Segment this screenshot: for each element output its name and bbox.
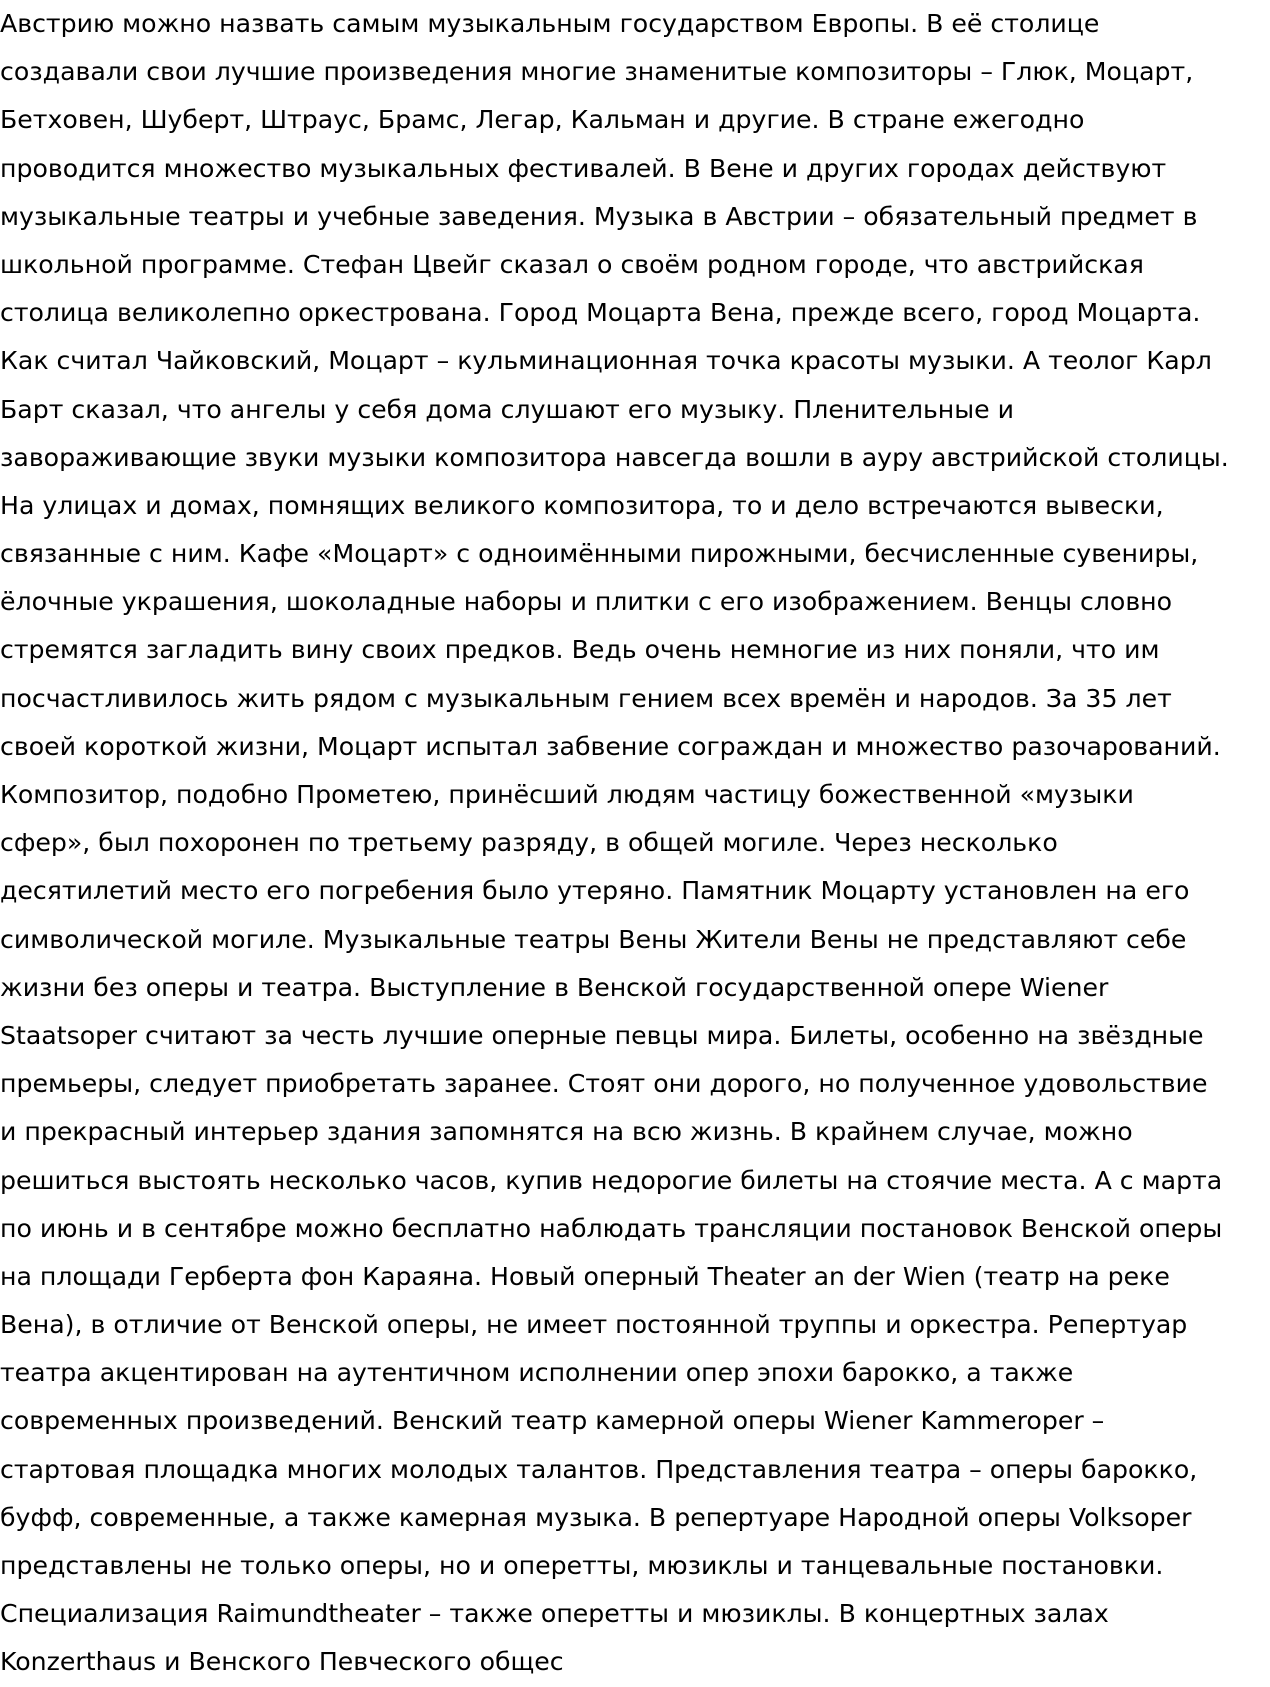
text-line: Австрию можно назвать самым музыкальным государством Европы. В её столице	[0, 9, 1100, 38]
text-line: своей короткой жизни, Моцарт испытал забвение сограждан и множество разочарований.	[0, 731, 1221, 761]
text-line: жизни без оперы и театра. Выступление в Венской государственной опере Wiener	[0, 972, 1109, 1002]
text-line: ёлочные украшения, шоколадные наборы и плитки с его изображением. Венцы словно	[0, 587, 1173, 617]
text-line: десятилетий место его погребения было утеряно. Памятник Моцарту установлен на его	[0, 876, 1190, 906]
text-line: представлены не только оперы, но и оперетты, мюзиклы и танцевальные постановки.	[0, 1551, 1164, 1580]
text-line: Konzerthaus и Венского Певческого общес	[0, 1647, 564, 1677]
text-line: создавали свои лучшие произведения многие знаменитые композиторы – Глюк, Моцарт,	[0, 57, 1194, 87]
text-line: премьеры, следует приобретать заранее. Стоят они дорого, но полученное удовольствие	[0, 1069, 1208, 1099]
text-line: символической могиле. Музыкальные театры Вены Жители Вены не представляют себе	[0, 924, 1187, 954]
text-line: на площади Герберта фон Караяна. Новый оперный Theater an der Wien (театр на реке	[0, 1261, 1170, 1291]
text-line: театра акцентирован на аутентичном исполнении опер эпохи барокко, а также	[0, 1358, 1074, 1388]
text-line: по июнь и в сентябре можно бесплатно наблюдать трансляции постановок Венской оперы	[0, 1213, 1223, 1243]
text-line: Специализация Raimundtheater – также оперетты и мюзиклы. В концертных залах	[0, 1599, 1109, 1629]
text-line: Барт сказал, что ангелы у себя дома слушают его музыку. Пленительные и	[0, 394, 1015, 424]
text-line: сфер», был похоронен по третьему разряду, в общей могиле. Через несколько	[0, 828, 1058, 858]
text-line: и прекрасный интерьер здания запомнятся на всю жизнь. В крайнем случае, можно	[0, 1117, 1133, 1147]
text-line: проводится множество музыкальных фестивалей. В Вене и других городах действуют	[0, 153, 1167, 183]
text-line: Композитор, подобно Прометею, принёсший людям частицу божественной «музыки	[0, 780, 1134, 809]
text-line: завораживающие звуки музыки композитора навсегда вошли в ауру австрийской столицы.	[0, 442, 1229, 472]
text-line: решиться выстоять несколько часов, купив недорогие билеты на стоячие места. А с марта	[0, 1165, 1223, 1195]
text-line: посчастливилось жить рядом с музыкальным гением всех времён и народов. За 35 лет	[0, 683, 1172, 713]
text-line: стремятся загладить вину своих предков. Ведь очень немногие из них поняли, что им	[0, 635, 1160, 665]
text-line: современных произведений. Венский театр камерной оперы Wiener Kammeroper –	[0, 1406, 1105, 1436]
text-line: связанные с ним. Кафе «Моцарт» с одноимёнными пирожными, бесчисленные сувениры,	[0, 539, 1199, 569]
text-line: музыкальные театры и учебные заведения. Музыка в Австрии – обязательный предмет в	[0, 201, 1198, 231]
text-line: Вена), в отличие от Венской оперы, не имеет постоянной труппы и оркестра. Репертуар	[0, 1310, 1188, 1340]
text-line: стартовая площадка многих молодых талантов. Представления театра – оперы барокко,	[0, 1454, 1198, 1484]
text-line: столица великолепно оркестрована. Город Моцарта Вена, прежде всего, город Моцарта.	[0, 298, 1201, 328]
text-line: буфф, современные, а также камерная музыка. В репертуаре Народной оперы Volksoper	[0, 1502, 1192, 1532]
text-line: Бетховен, Шуберт, Штраус, Брамс, Легар, Кальман и другие. В стране ежегодно	[0, 105, 1085, 135]
text-line: школьной программе. Стефан Цвейг сказал о своём родном городе, что австрийская	[0, 249, 1144, 279]
text-line: Как считал Чайковский, Моцарт – кульминационная точка красоты музыки. А теолог Карл	[0, 346, 1212, 376]
text-line: На улицах и домах, помнящих великого композитора, то и дело встречаются вывески,	[0, 490, 1164, 520]
text-line: Staatsoper считают за честь лучшие оперные певцы мира. Билеты, особенно на звёздные	[0, 1020, 1204, 1050]
